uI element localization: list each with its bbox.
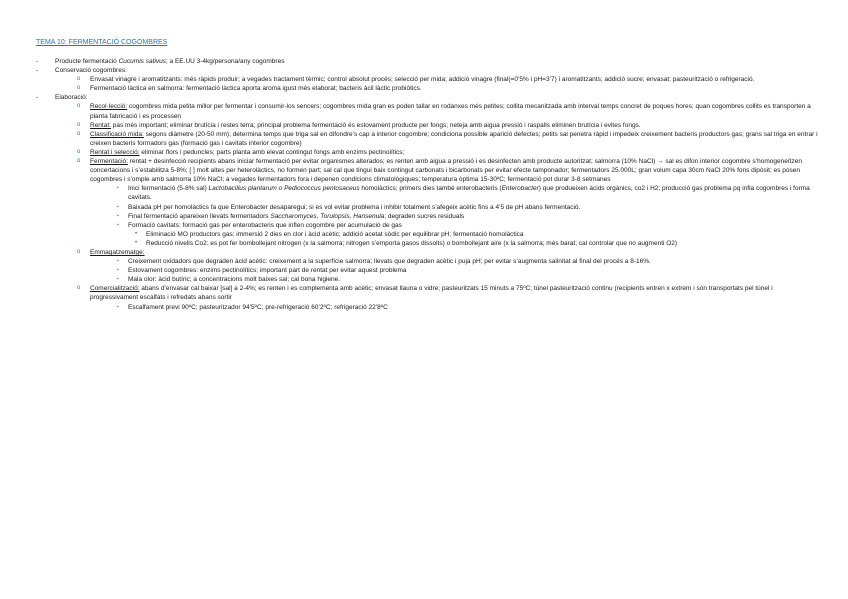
list-item-eliminacio [36,230,820,239]
inici-text-b: homolàctics; primers dies també enterobacteris ( [359,185,502,193]
conservacio-heading: Conservació cogombres: [55,67,127,75]
elaboracio-heading: Elaboració: [55,94,88,102]
list-item-baixada [36,203,820,212]
list-item-elaboracio [36,93,820,102]
producte-label: Producte fermentació [55,58,117,65]
circle-bullet: o [77,158,81,165]
producte-species: Cucumis sativus [118,58,166,65]
creixement-text: Creixement oxidadors que degraden àcid acètic: creixement a la superfície salmorra; llevats que degraden acètic i puja pH; per evitar s’augmenta salinitat al final del procés a 8-16%. [128,258,651,266]
list-item-escalfament [36,303,820,312]
comercialitzacio-label: Comercialització: [90,285,140,293]
main-list [36,57,820,75]
square-bullet: ▪ [117,221,119,228]
rentat-seleccio-text: eliminar flors i peduncles; parts planta amb elevat contingut fongs amb enzims pectinolítics; [139,148,405,156]
dash-bullet: - [36,67,39,75]
comercialitzacio-list [36,284,820,302]
list-item-inici [36,184,820,202]
list-item-envasat [36,75,820,84]
inici-text-a: Inici fermentació (5-8% sal) [128,185,207,193]
square-bullet: ▪ [117,303,119,310]
list-item-reduccio [36,239,820,248]
inici-species: Lactobacillus plantarum o Pediococcus pentosaceus [206,185,360,193]
formacio-text: Formació cavitats: formació gas per enterobacteris que inflen cogombre per acumulació de gas [128,221,402,229]
dot-bullet: • [135,230,138,237]
list-item-fermentacio [36,157,820,184]
final-species: Saccharomyces, Torulopsis, Hansenula [268,212,385,220]
elaboracio-sublist [36,102,820,184]
classificacio-label: Classificació mida: [90,130,144,138]
inici-text-c: ) que produeixen àcids orgànics, co2 i H2; producció gas problema pq infla cogombres i forma cavitats. [128,185,810,202]
circle-bullet: o [77,130,81,137]
elaboracio-list [36,93,820,102]
list-item-classificacio [36,130,820,148]
square-bullet: ▪ [117,212,119,219]
circle-bullet: o [77,76,81,83]
list-item-comercialitzacio [36,284,820,302]
list-item-final [36,212,820,221]
rentat-text: pas més important; eliminar brutícia i restes terra; principal problema fermentació és estovament producte per fongs; neteja amb aigua pressió i raspalls eliminen brutícia i evites fongs. [110,121,641,129]
final-text-b: ; degraden sucres residuals [384,212,465,220]
circle-bullet: o [77,103,81,110]
emmagatzematge-label: Emmagatzematge: [90,248,145,256]
square-bullet: ▪ [117,276,119,283]
list-item-emmagatzematge [36,248,820,257]
list-item-mala-olor [36,275,820,284]
square-bullet: ▪ [117,267,119,274]
emmagatzematge-list [36,248,820,257]
circle-bullet: o [77,121,81,128]
dash-bullet: - [36,58,39,65]
fermentacio-text: rentat + desinfecció recipients abans iniciar fermentació per evitar organismes alterados; es renten amb aigua a pressió i es desinfecten amb producte autoritzat; salmorra (10% NaCl) → sal es difon interior cogombre s’homogeneïtzen concertacions i s’estabilitza 5-8%; [ ] molt altes per heterolàctics, no formen part; sal cal que tingui baix contingut carbonats i bicarbonats per evitar efecte tamponador; fermentadors 25.000L; gran volum capa 30cm NaCl 20% fons dipòsit; es posen cogombres i s’omple amb salmorra 10% NaCl; a vegades fermentadors fora i depenen condicions climatològiques; temperatura òptima 15-30ºC; fermentació pot durar 3-8 setmanes [90,158,802,184]
estovament-text: Estovament cogombres: enzims pectinolítics; important part de rentat per evitar aquest problema [128,267,407,275]
list-item-lactica [36,84,820,93]
dot-bullet: • [135,239,138,246]
fermentacio-sublist [36,184,820,229]
classificacio-text: segons diàmetre (20-50 mm); determina temps que triga sal en difondre’s cap a interior cogombre; condiciona possible aparició defectes; petits sal penetra ràpid i impedeix creixement bacteris productors gas; grans sal triga en entrar i creixen bacteris formadors gas (formació gas i cavitats interior cogombre) [90,130,818,147]
reduccio-text: Reducció nivells Co2: es pot fer bombollejant nitrogen (x la salmorra; nitrogen s’emporta gasos dissolts) o bombollejant aire (x la salmorra; més barat; cal controlar que no augmenti O2) [146,239,678,247]
baixada-text: Baixada pH per homolàctics fa que Enterobacter desaparegui; si es vol evitar problema i inhibir totalment s’afegeix acètic fins a 4’5 de pH abans fermentació. [128,203,581,211]
document-title: TEMA 10: FERMENTACIÓ COGOMBRES [36,39,168,46]
document-body [36,57,820,312]
square-bullet: ▪ [117,185,119,192]
list-item-formacio [36,221,820,230]
recoleccio-text: cogombres mida petita millor per fermentar i consumir-los sencers; cogombres mida gran es poden tallar en rodanxes més petites; collita mecanitzada amb interval temps concret de poques hores; quan cogombres collits es transporten a planta fabricació i es processen [90,103,811,120]
list-item-producte [36,57,820,66]
square-bullet: ▪ [117,258,119,265]
final-text-a: Final fermentació apareixen llevats fermentadors [128,212,269,220]
fermentacio-label: Fermentació: [90,158,128,166]
escalfament-text: Escalfament previ 90ºC; pasteuritzador 94’5ºC; pre-refrigeració 60’2ºC; refrigeració 22’8ºC [128,303,388,311]
list-item-creixement [36,257,820,266]
emmagatzematge-sublist [36,257,820,284]
rentat-label: Rentat: [90,121,111,129]
comercialitzacio-sublist [36,303,820,312]
dash-bullet: - [36,94,39,102]
inici-enterobacter: Enterobacter [501,185,539,193]
list-item-conservacio [36,66,820,75]
formacio-sublist [36,230,820,248]
circle-bullet: o [77,285,81,292]
square-bullet: ▪ [117,203,119,210]
circle-bullet: o [77,85,81,92]
envasat-text: Envasat vinagre i aromatitzants: més ràpids produir; a vegades tractament tèrmic; control absolut procés; selecció per mida; addició vinagre (final(=0’5% i pH=3’7) i aromatitzants; addició sucre; envasat; pasteurització o refrigeració. [90,76,755,84]
producte-rest: ; a EE.UU 3-4kg/persona/any cogombres [165,58,285,65]
circle-bullet: o [77,148,81,155]
list-item-rentat [36,121,820,130]
eliminacio-text: Eliminació MO productors gas: immersió 2 dies en clor i àcid acètic; addició acetat sòdic per equilibrar pH; fermentació homolàctica [146,230,524,238]
conservacio-sublist [36,75,820,93]
recoleccio-label: Recol·lecció: [90,103,128,111]
comercialitzacio-text: abans d’envasar cal baixar [sal] a 2-4%; es renten i es complementa amb acètic; envasat llauna o vidre; pasteuritzats 15 minuts a 75ºC; túnel pasteurització continu (recipients entren x extrem i són transportats pel túnel i progressivament escalfats i refredats abans sortir [90,285,773,302]
list-item-rentat-seleccio [36,148,820,157]
list-item-estovament [36,266,820,275]
mala-olor-text: Mala olor: àcid butíric; a concentracions molt baixes sal; cal bona higiene. [128,276,341,284]
lactica-text: Fermentació làctica en salmorra: fermentació làctica aporta aroma igust més elaborat; bacteris àcil làctic probiòtics. [90,85,422,93]
rentat-seleccio-label: Rentat i selecció: [90,148,140,156]
circle-bullet: o [77,248,81,255]
list-item-recoleccio [36,102,820,120]
